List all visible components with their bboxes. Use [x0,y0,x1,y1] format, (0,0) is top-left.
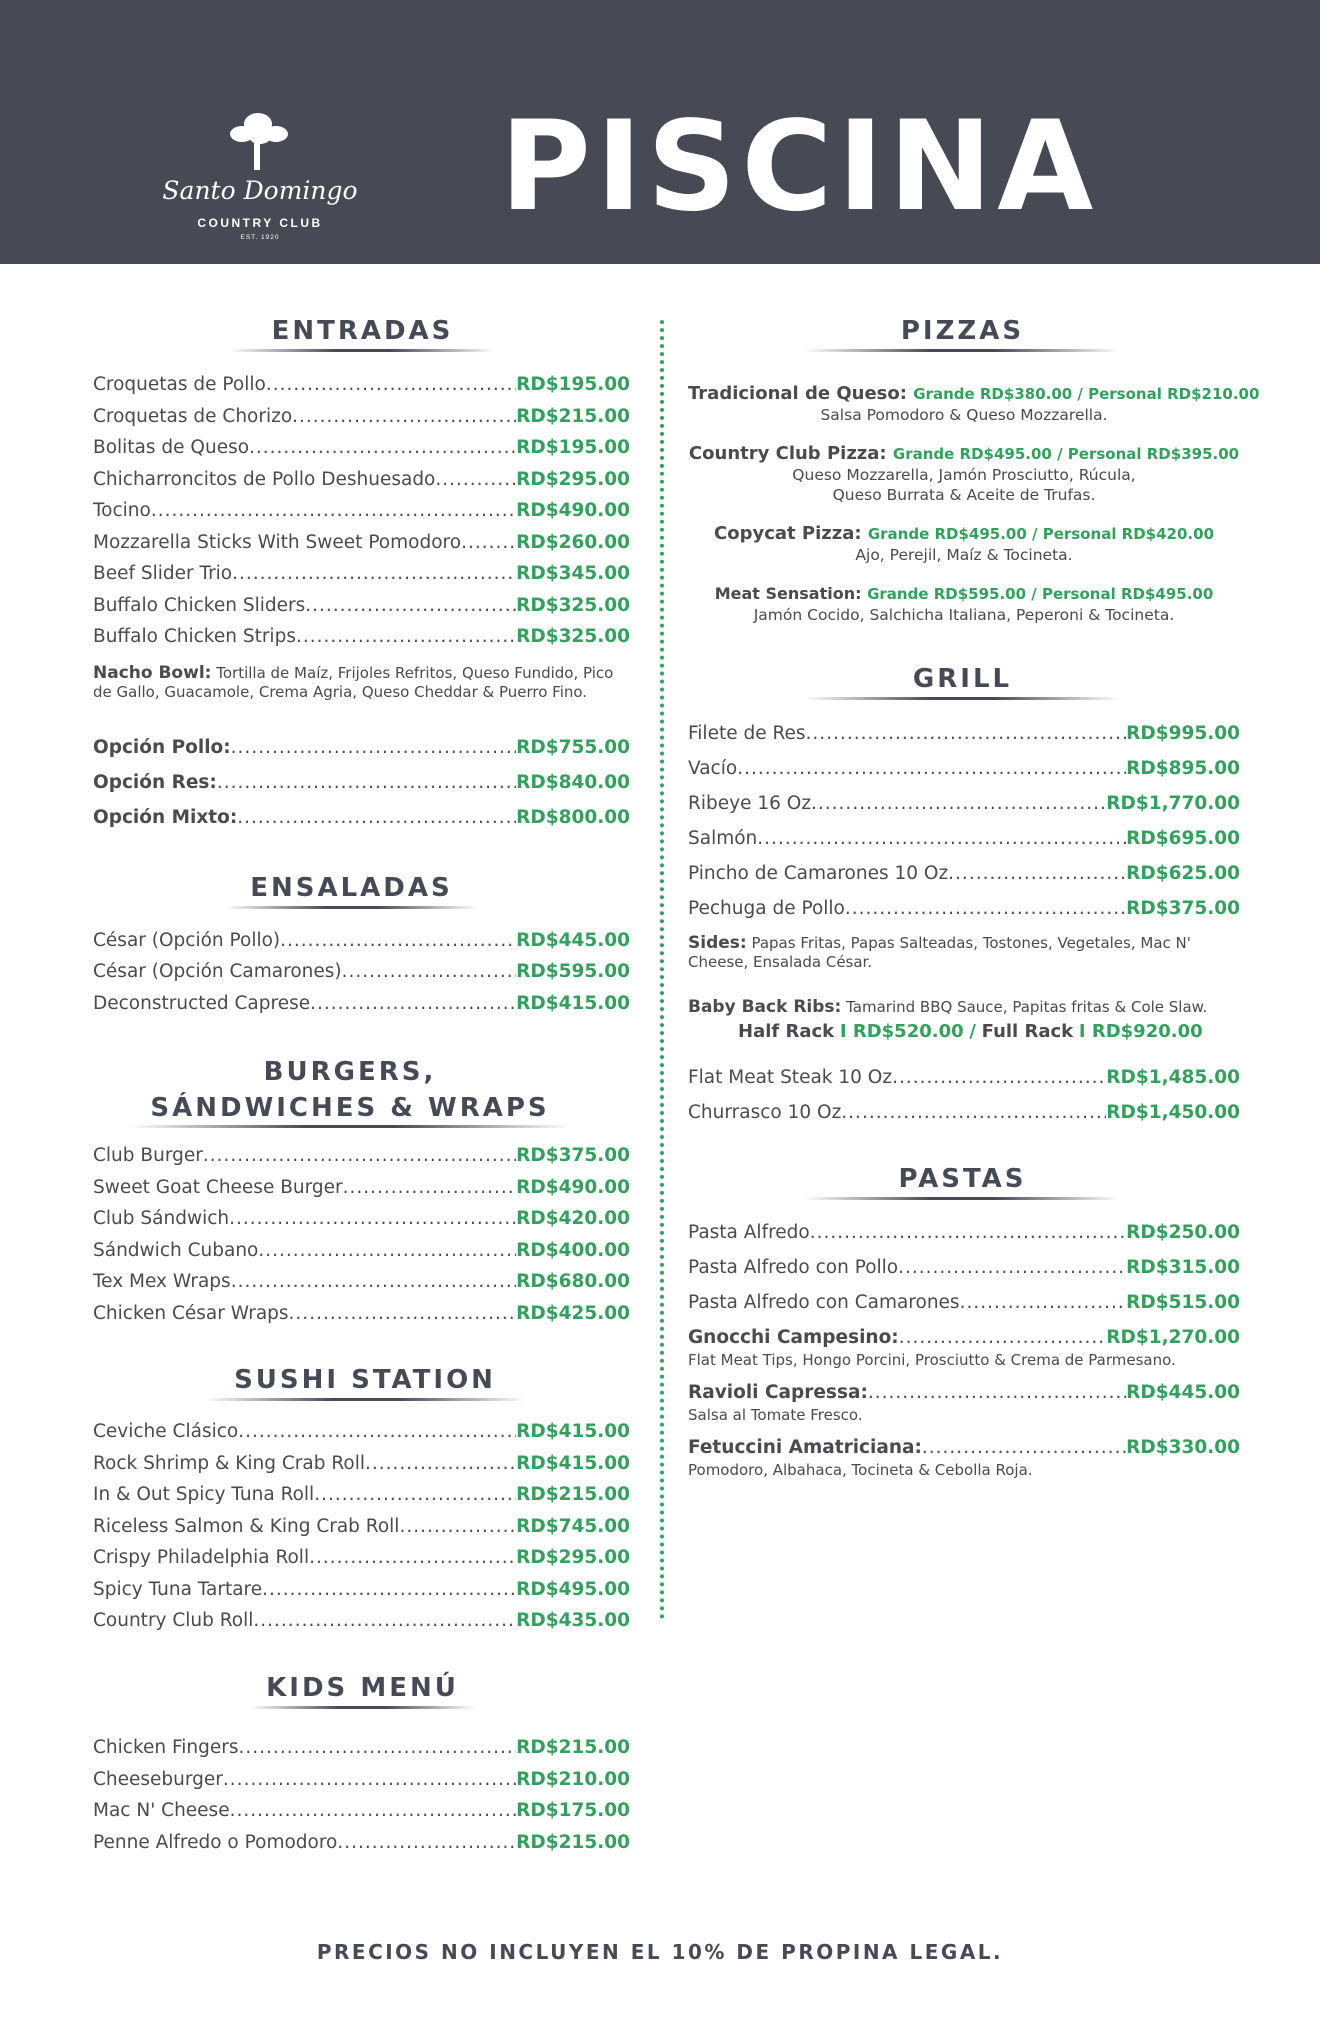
pizza-item: Tradicional de Queso: Grande RD$380.00 / Personal RD$210.00 [688,383,1260,404]
ribs-description: Baby Back Ribs: Tamarind BBQ Sauce, Papitas fritas & Cole Slaw. [688,997,1208,1017]
menu-item: Ribeye 16 Oz ..... RD$1,770.00 [688,793,1240,814]
menu-item: Buffalo Chicken Strips ..... RD$325.00 [93,626,630,647]
section-rule [205,1398,525,1401]
sushi-heading: SUSHI STATION [234,1365,496,1395]
pizza-description: Jamón Cocido, Salchicha Italiana, Peperoni & Tocineta. [753,606,1175,624]
menu-item: Churrasco 10 Oz ..... RD$1,450.00 [688,1102,1240,1123]
logo-script: Santo Domingo [162,176,358,205]
menu-item: Filete de Res ..... RD$995.00 [688,723,1240,744]
menu-item: Buffalo Chicken Sliders ..... RD$325.00 [93,595,630,616]
menu-item: Cheeseburger ..... RD$210.00 [93,1769,630,1790]
menu-item: Croquetas de Pollo ..... RD$195.00 [93,374,630,395]
burgers-heading-line1: BURGERS, [263,1057,437,1087]
menu-item: Pechuga de Pollo ..... RD$375.00 [688,898,1240,919]
section-rule [230,349,495,352]
section-rule [225,906,478,909]
menu-item: Deconstructed Caprese ..... RD$415.00 [93,993,630,1014]
menu-item: Chicharroncitos de Pollo Deshuesado ..... RD$295.00 [93,469,630,490]
tree-icon [222,110,298,172]
ribs-prices: Half Rack I RD$520.00 / Full Rack I RD$920.00 [738,1021,1203,1042]
logo-club-name: COUNTRY CLUB [197,216,323,230]
pastas-heading: PASTAS [898,1164,1027,1194]
pizza-description: Salsa Pomodoro & Queso Mozzarella. [820,406,1108,424]
menu-item: Fetuccini Amatriciana: ..... RD$330.00 [688,1437,1240,1458]
menu-option: Opción Res: ..... RD$840.00 [93,772,630,793]
menu-item: César (Opción Camarones) ..... RD$595.00 [93,961,630,982]
pizza-item: Country Club Pizza: Grande RD$495.00 / Personal RD$395.00 [688,443,1240,464]
pizzas-heading: PIZZAS [900,316,1025,346]
pizza-description: Queso Mozzarella, Jamón Prosciutto, Rúcula, Queso Burrata & Aceite de Trufas. [792,466,1136,504]
menu-item: Gnocchi Campesino: ..... RD$1,270.00 [688,1327,1240,1348]
page-title: PISCINA [500,95,1099,239]
section-rule [805,349,1120,352]
menu-item: Bolitas de Queso ..... RD$195.00 [93,437,630,458]
kids-heading: KIDS MENÚ [266,1673,459,1703]
pasta-description: Salsa al Tomate Fresco. [688,1406,863,1424]
menu-item: Pasta Alfredo con Camarones ..... RD$515.00 [688,1292,1240,1313]
menu-item: Rock Shrimp & King Crab Roll ..... RD$415.00 [93,1453,630,1474]
menu-item: Pasta Alfredo con Pollo ..... RD$315.00 [688,1257,1240,1278]
pizza-item: Meat Sensation: Grande RD$595.00 / Personal RD$495.00 [714,584,1214,603]
ensaladas-heading: ENSALADAS [250,873,453,903]
section-rule [250,1706,475,1709]
footer-note: PRECIOS NO INCLUYEN EL 10% DE PROPINA LEGAL. [316,1940,1004,1964]
sides-description: Sides: Papas Fritas, Papas Salteadas, Tostones, Vegetales, Mac N' Cheese, Ensalada César. [688,933,1191,971]
menu-item: Penne Alfredo o Pomodoro ..... RD$215.00 [93,1832,630,1853]
menu-item: Salmón ..... RD$695.00 [688,828,1240,849]
menu-item: Beef Slider Trio ..... RD$345.00 [93,563,630,584]
section-rule [805,1197,1120,1200]
menu-item: Spicy Tuna Tartare ..... RD$495.00 [93,1579,630,1600]
club-logo [150,110,370,250]
pizza-item: Copycat Pizza: Grande RD$495.00 / Personal RD$420.00 [714,523,1214,544]
nacho-bowl-description: Nacho Bowl: Tortilla de Maíz, Frijoles Refritos, Queso Fundido, Pico de Gallo, Guacamole, Crema Agria, Queso Cheddar & Puerro Fino. [93,663,614,701]
menu-item: Riceless Salmon & King Crab Roll ..... RD$745.00 [93,1516,630,1537]
logo-established: EST. 1920 [240,234,280,241]
entradas-heading: ENTRADAS [271,316,454,346]
grill-heading: GRILL [912,664,1013,694]
menu-item: Ceviche Clásico ..... RD$415.00 [93,1421,630,1442]
column-divider [660,320,664,1620]
pizza-description: Ajo, Perejil, Maíz & Tocineta. [855,546,1073,564]
burgers-heading [130,1054,570,1126]
menu-item: Tocino ..... RD$490.00 [93,500,630,521]
section-rule [805,697,1120,700]
menu-item: Vacío ..... RD$895.00 [688,758,1240,779]
menu-item: César (Opción Pollo) ..... RD$445.00 [93,930,630,951]
menu-item: Mozzarella Sticks With Sweet Pomodoro ..... RD$260.00 [93,532,630,553]
menu-item: Croquetas de Chorizo ..... RD$215.00 [93,406,630,427]
menu-item: Mac N' Cheese ..... RD$175.00 [93,1800,630,1821]
menu-item: Club Burger ..... RD$375.00 [93,1145,630,1166]
menu-item: Pincho de Camarones 10 Oz ..... RD$625.00 [688,863,1240,884]
menu-item: Chicken Fingers ..... RD$215.00 [93,1737,630,1758]
menu-item: Crispy Philadelphia Roll ..... RD$295.00 [93,1547,630,1568]
menu-item: In & Out Spicy Tuna Roll ..... RD$215.00 [93,1484,630,1505]
menu-option: Opción Pollo: ..... RD$755.00 [93,737,630,758]
menu-item: Club Sándwich ..... RD$420.00 [93,1208,630,1229]
menu-item: Ravioli Capressa: ..... RD$445.00 [688,1382,1240,1403]
menu-item: Chicken César Wraps ..... RD$425.00 [93,1303,630,1324]
menu-item: Flat Meat Steak 10 Oz ..... RD$1,485.00 [688,1067,1240,1088]
section-rule [130,1125,570,1128]
pasta-description: Pomodoro, Albahaca, Tocineta & Cebolla Roja. [688,1461,1033,1479]
menu-item: Pasta Alfredo ..... RD$250.00 [688,1222,1240,1243]
menu-item: Country Club Roll ..... RD$435.00 [93,1610,630,1631]
menu-item: Sweet Goat Cheese Burger ..... RD$490.00 [93,1177,630,1198]
menu-item: Tex Mex Wraps ..... RD$680.00 [93,1271,630,1292]
header-banner [0,0,1320,264]
pasta-description: Flat Meat Tips, Hongo Porcini, Prosciutto & Crema de Parmesano. [688,1351,1176,1369]
menu-item: Sándwich Cubano ..... RD$400.00 [93,1240,630,1261]
menu-option: Opción Mixto: ..... RD$800.00 [93,807,630,828]
burgers-heading-line2: SÁNDWICHES & WRAPS [150,1093,550,1123]
